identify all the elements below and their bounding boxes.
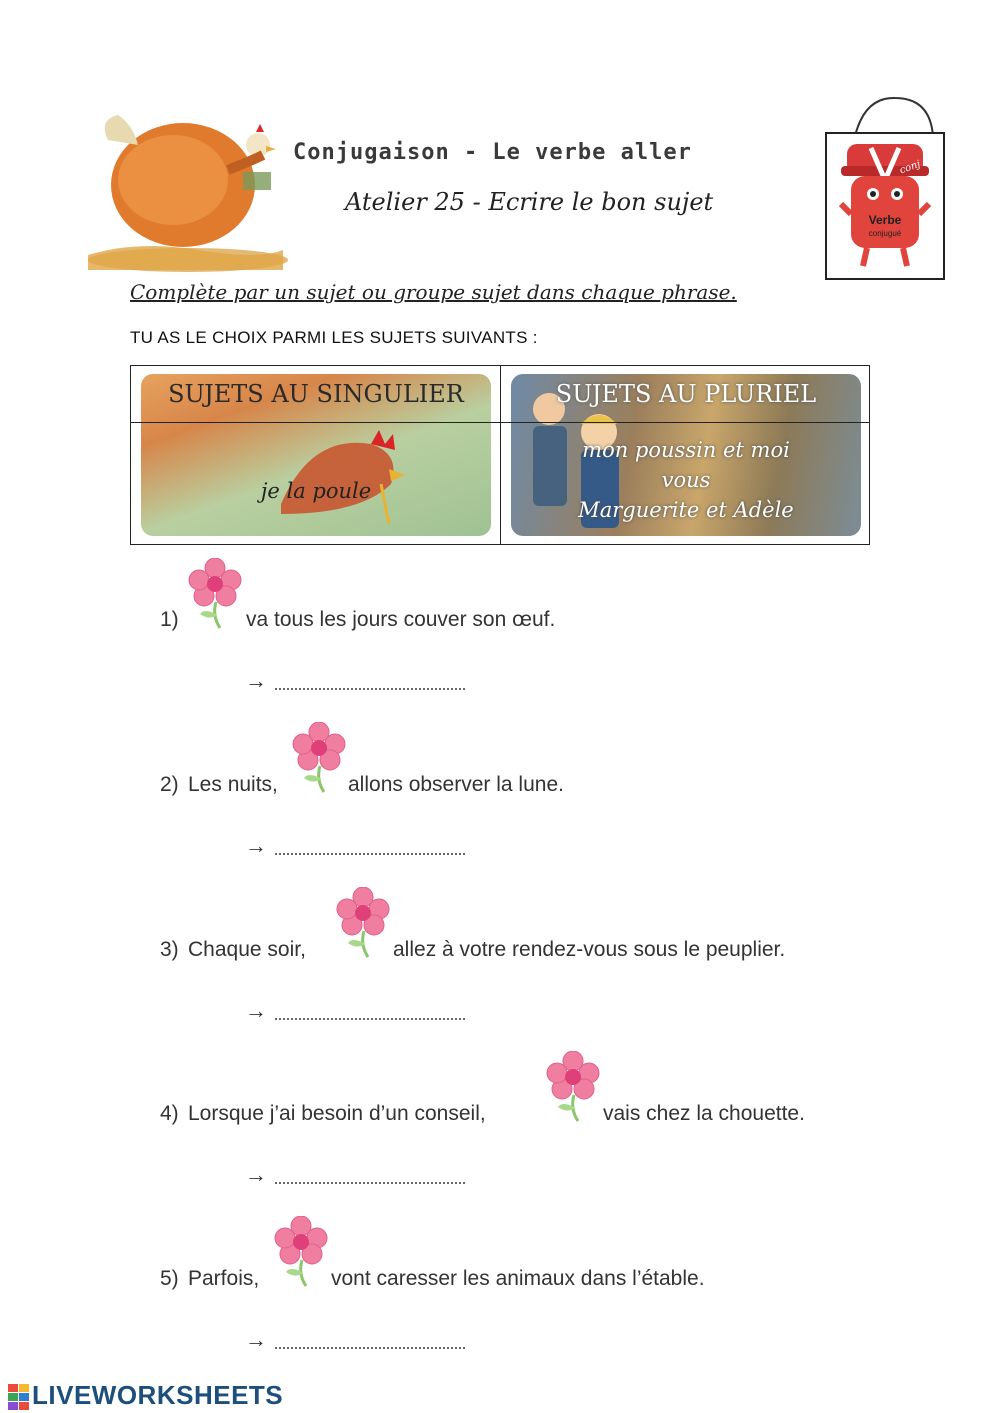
exercise-1-answer-input[interactable]	[275, 672, 465, 690]
exercise-4-answer-input[interactable]	[275, 1166, 465, 1184]
instruction: Complète par un sujet ou groupe sujet dans chaque phrase.	[130, 280, 737, 304]
badge-tag: conj	[898, 158, 922, 177]
worksheet-title: Conjugaison - Le verbe aller	[293, 140, 692, 165]
exercise-4-number: 4)	[160, 1102, 179, 1125]
worksheet-subtitle: Atelier 25 - Ecrire le bon sujet	[345, 188, 714, 216]
verb-badge	[825, 92, 945, 280]
exercise-5-before: Parfois,	[188, 1267, 260, 1290]
logo-text: LIVEWORKSHEETS	[32, 1380, 284, 1410]
exercise-2-before: Les nuits,	[188, 773, 278, 796]
exercise-4-before: Lorsque j’ai besoin d’un conseil,	[188, 1102, 486, 1125]
exercise-1-number: 1)	[160, 608, 179, 631]
exercise-3-arrow: →	[245, 998, 267, 1023]
exercise-5-after: vont caresser les animaux dans l’étable.	[331, 1267, 705, 1290]
exercise-3-answer-input[interactable]	[275, 1002, 465, 1020]
exercise-2-answer-input[interactable]	[275, 837, 465, 855]
subject-la-poule: la poule	[286, 479, 372, 503]
flower-drop-zone-5[interactable]	[272, 1216, 330, 1288]
table-column-divider	[500, 366, 501, 544]
exercise-4-arrow: →	[245, 1162, 267, 1187]
exercise-2-arrow: →	[245, 833, 267, 858]
choice-heading: TU AS LE CHOIX PARMI LES SUJETS SUIVANTS :	[130, 328, 538, 347]
exercise-2-number: 2)	[160, 773, 179, 796]
exercise-1-arrow: →	[245, 668, 267, 693]
exercise-5-number: 5)	[160, 1267, 179, 1290]
liveworksheets-logo	[8, 1380, 283, 1411]
plural-subjects-panel	[511, 374, 861, 536]
singular-subject-line	[141, 479, 491, 503]
verb-mascot-icon	[827, 134, 943, 278]
subject-mon-poussin-et-moi: mon poussin et moi	[582, 438, 790, 462]
flower-drop-zone-1[interactable]	[186, 558, 244, 630]
singular-subjects-panel	[141, 374, 491, 536]
singular-heading: SUJETS AU SINGULIER	[168, 380, 464, 408]
hen-head-icon	[271, 414, 411, 524]
flower-drop-zone-3[interactable]	[334, 887, 392, 959]
exercise-4-after: vais chez la chouette.	[603, 1102, 805, 1125]
exercise-3-before: Chaque soir,	[188, 938, 306, 961]
exercise-3-after: allez à votre rendez-vous sous le peuplier.	[393, 938, 786, 961]
plural-heading: SUJETS AU PLURIEL	[555, 380, 817, 408]
badge-label: Verbe	[868, 213, 902, 227]
table-row-divider	[131, 422, 869, 423]
exercise-5-answer-input[interactable]	[275, 1331, 465, 1349]
logo-blocks-icon	[8, 1384, 30, 1410]
exercise-3-number: 3)	[160, 938, 179, 961]
subjects-table	[130, 365, 870, 545]
subject-vous: vous	[661, 468, 711, 492]
hen-illustration	[78, 100, 288, 272]
flower-drop-zone-2[interactable]	[290, 722, 348, 794]
flower-drop-zone-4[interactable]	[544, 1051, 602, 1123]
subject-marguerite-et-adele: Marguerite et Adèle	[578, 498, 794, 522]
subject-je: je	[260, 479, 280, 503]
exercise-1-after: va tous les jours couver son œuf.	[246, 608, 556, 631]
exercise-2-after: allons observer la lune.	[348, 773, 564, 796]
badge-sublabel: conjugué	[868, 229, 902, 238]
exercise-5-arrow: →	[245, 1327, 267, 1352]
